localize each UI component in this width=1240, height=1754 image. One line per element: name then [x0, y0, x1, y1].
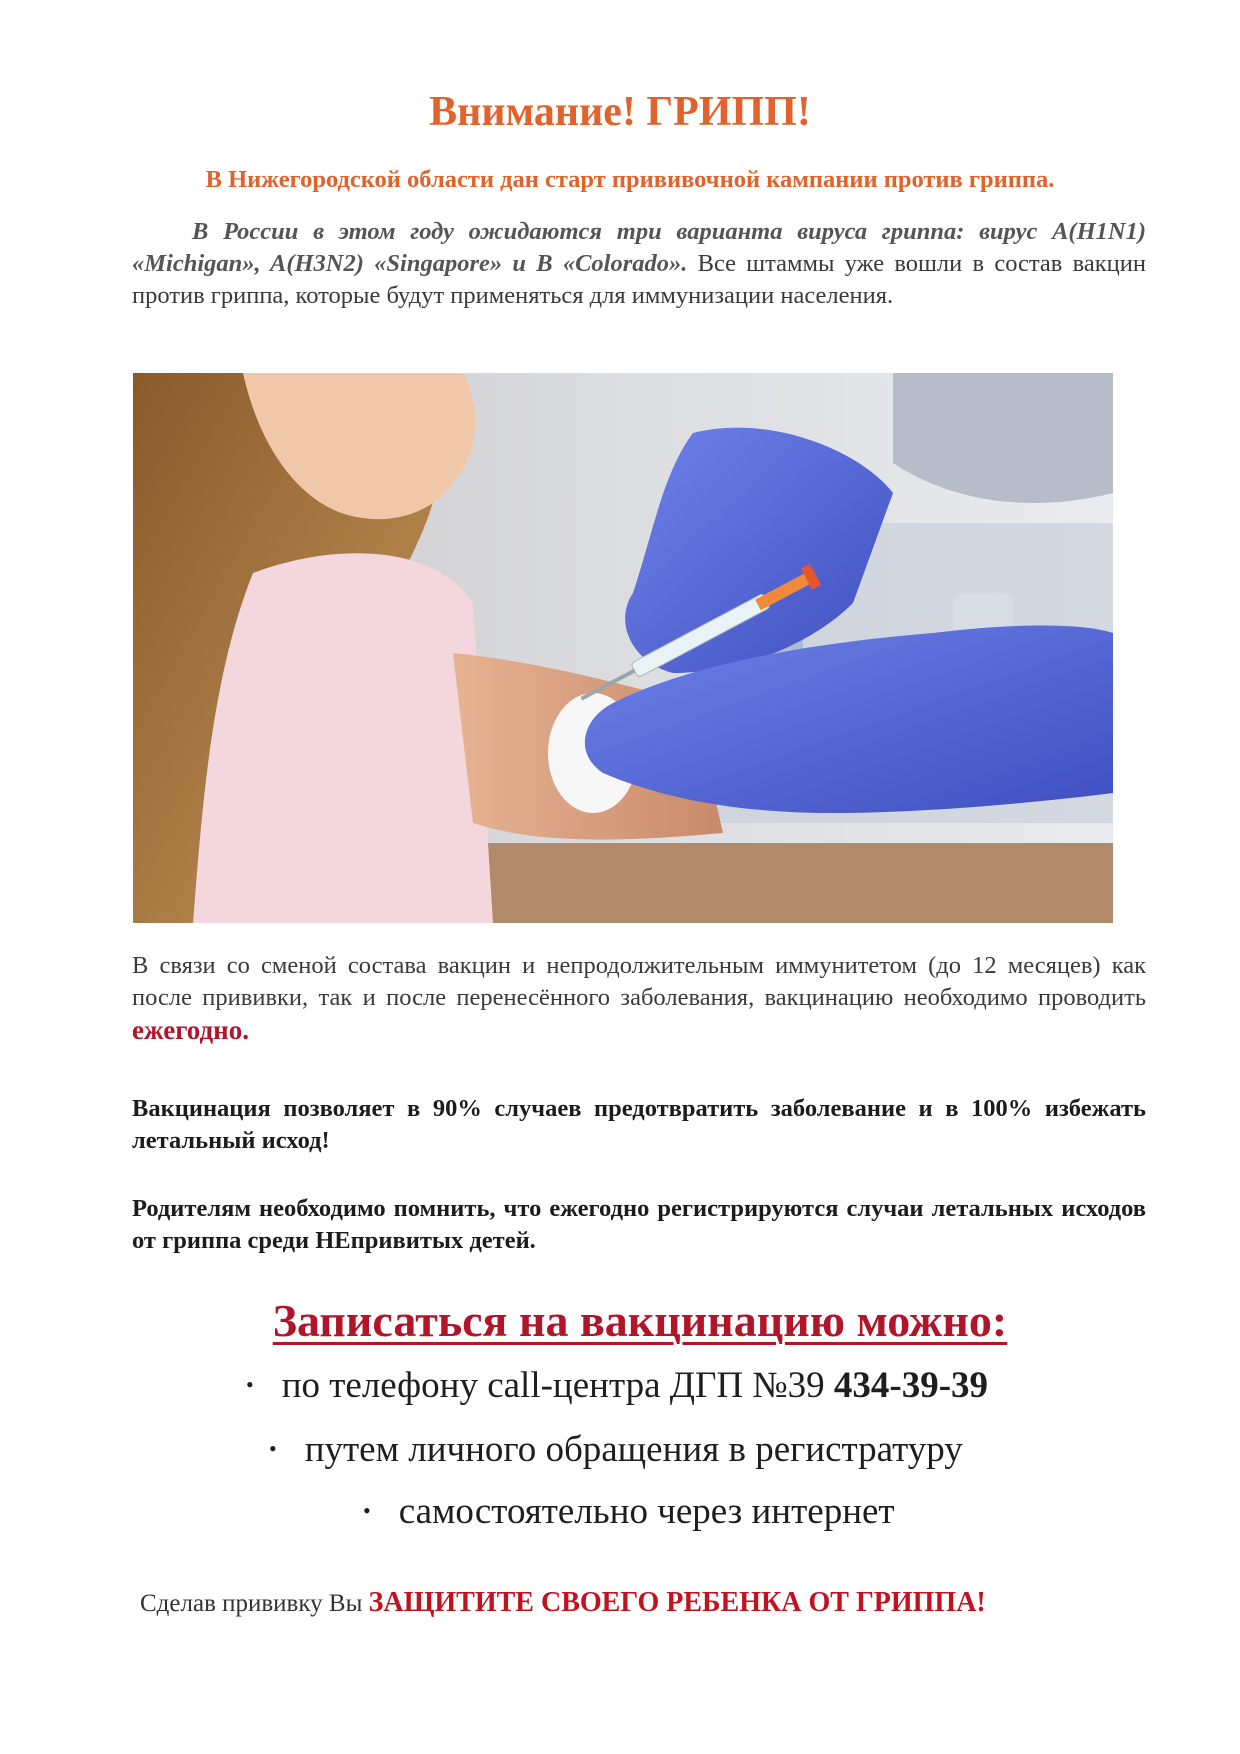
vaccination-illustration — [133, 373, 1113, 923]
page-subtitle: В Нижегородской области дан старт прививочной кампании против гриппа. — [205, 166, 1055, 193]
option-text: путем личного обращения в регистратуру — [304, 1429, 963, 1470]
signup-option-registry — [269, 1428, 963, 1471]
intro-text: Все штаммы уже вошли в состав вакцин против гриппа, которые будут применяться для иммунизации населения. — [132, 250, 1146, 309]
bullet-icon: • — [246, 1371, 254, 1397]
signup-heading: Записаться на вакцинацию можно: — [272, 1295, 1008, 1346]
footer-callout — [140, 1587, 986, 1619]
annual-text: В связи со сменой состава вакцин и непродолжительным иммунитетом (до 12 месяцев) как после прививки, так и после перенесённого заболевания, вакцинацию необходимо проводить — [132, 952, 1146, 1011]
annual-vaccination-paragraph — [132, 950, 1146, 1048]
intro-emphasis: В России в этом году ожидаются три варианта вируса гриппа: вирус A(H1N1) «Michigan», A(H3N2) «Singapore» и B «Colorado». — [132, 218, 1146, 277]
footer-emphasis: ЗАЩИТИТЕ СВОЕГО РЕБЕНКА ОТ ГРИППА! — [368, 1587, 986, 1618]
option-text: самостоятельно через интернет — [398, 1491, 895, 1532]
intro-paragraph — [132, 216, 1146, 312]
bullet-icon: • — [363, 1497, 371, 1523]
vaccination-photo — [133, 373, 1113, 923]
option-text: по телефону call-центра ДГП №39 — [281, 1365, 834, 1406]
signup-option-internet — [363, 1490, 895, 1533]
signup-option-phone — [246, 1364, 988, 1407]
page-title: Внимание! ГРИПП! — [429, 89, 811, 135]
phone-number[interactable]: 434-39-39 — [833, 1365, 989, 1406]
annual-emphasis: ежегодно. — [132, 1015, 249, 1045]
footer-lead: Сделав прививку Вы — [140, 1590, 369, 1617]
parents-warning-paragraph: Родителям необходимо помнить, что ежегодно регистрируются случаи летальных исходов от гриппа среди НЕпривитых детей. — [132, 1195, 1146, 1254]
effectiveness-paragraph: Вакцинация позволяет в 90% случаев предотвратить заболевание и в 100% избежать летальный исход! — [132, 1095, 1146, 1154]
bullet-icon: • — [269, 1435, 277, 1461]
